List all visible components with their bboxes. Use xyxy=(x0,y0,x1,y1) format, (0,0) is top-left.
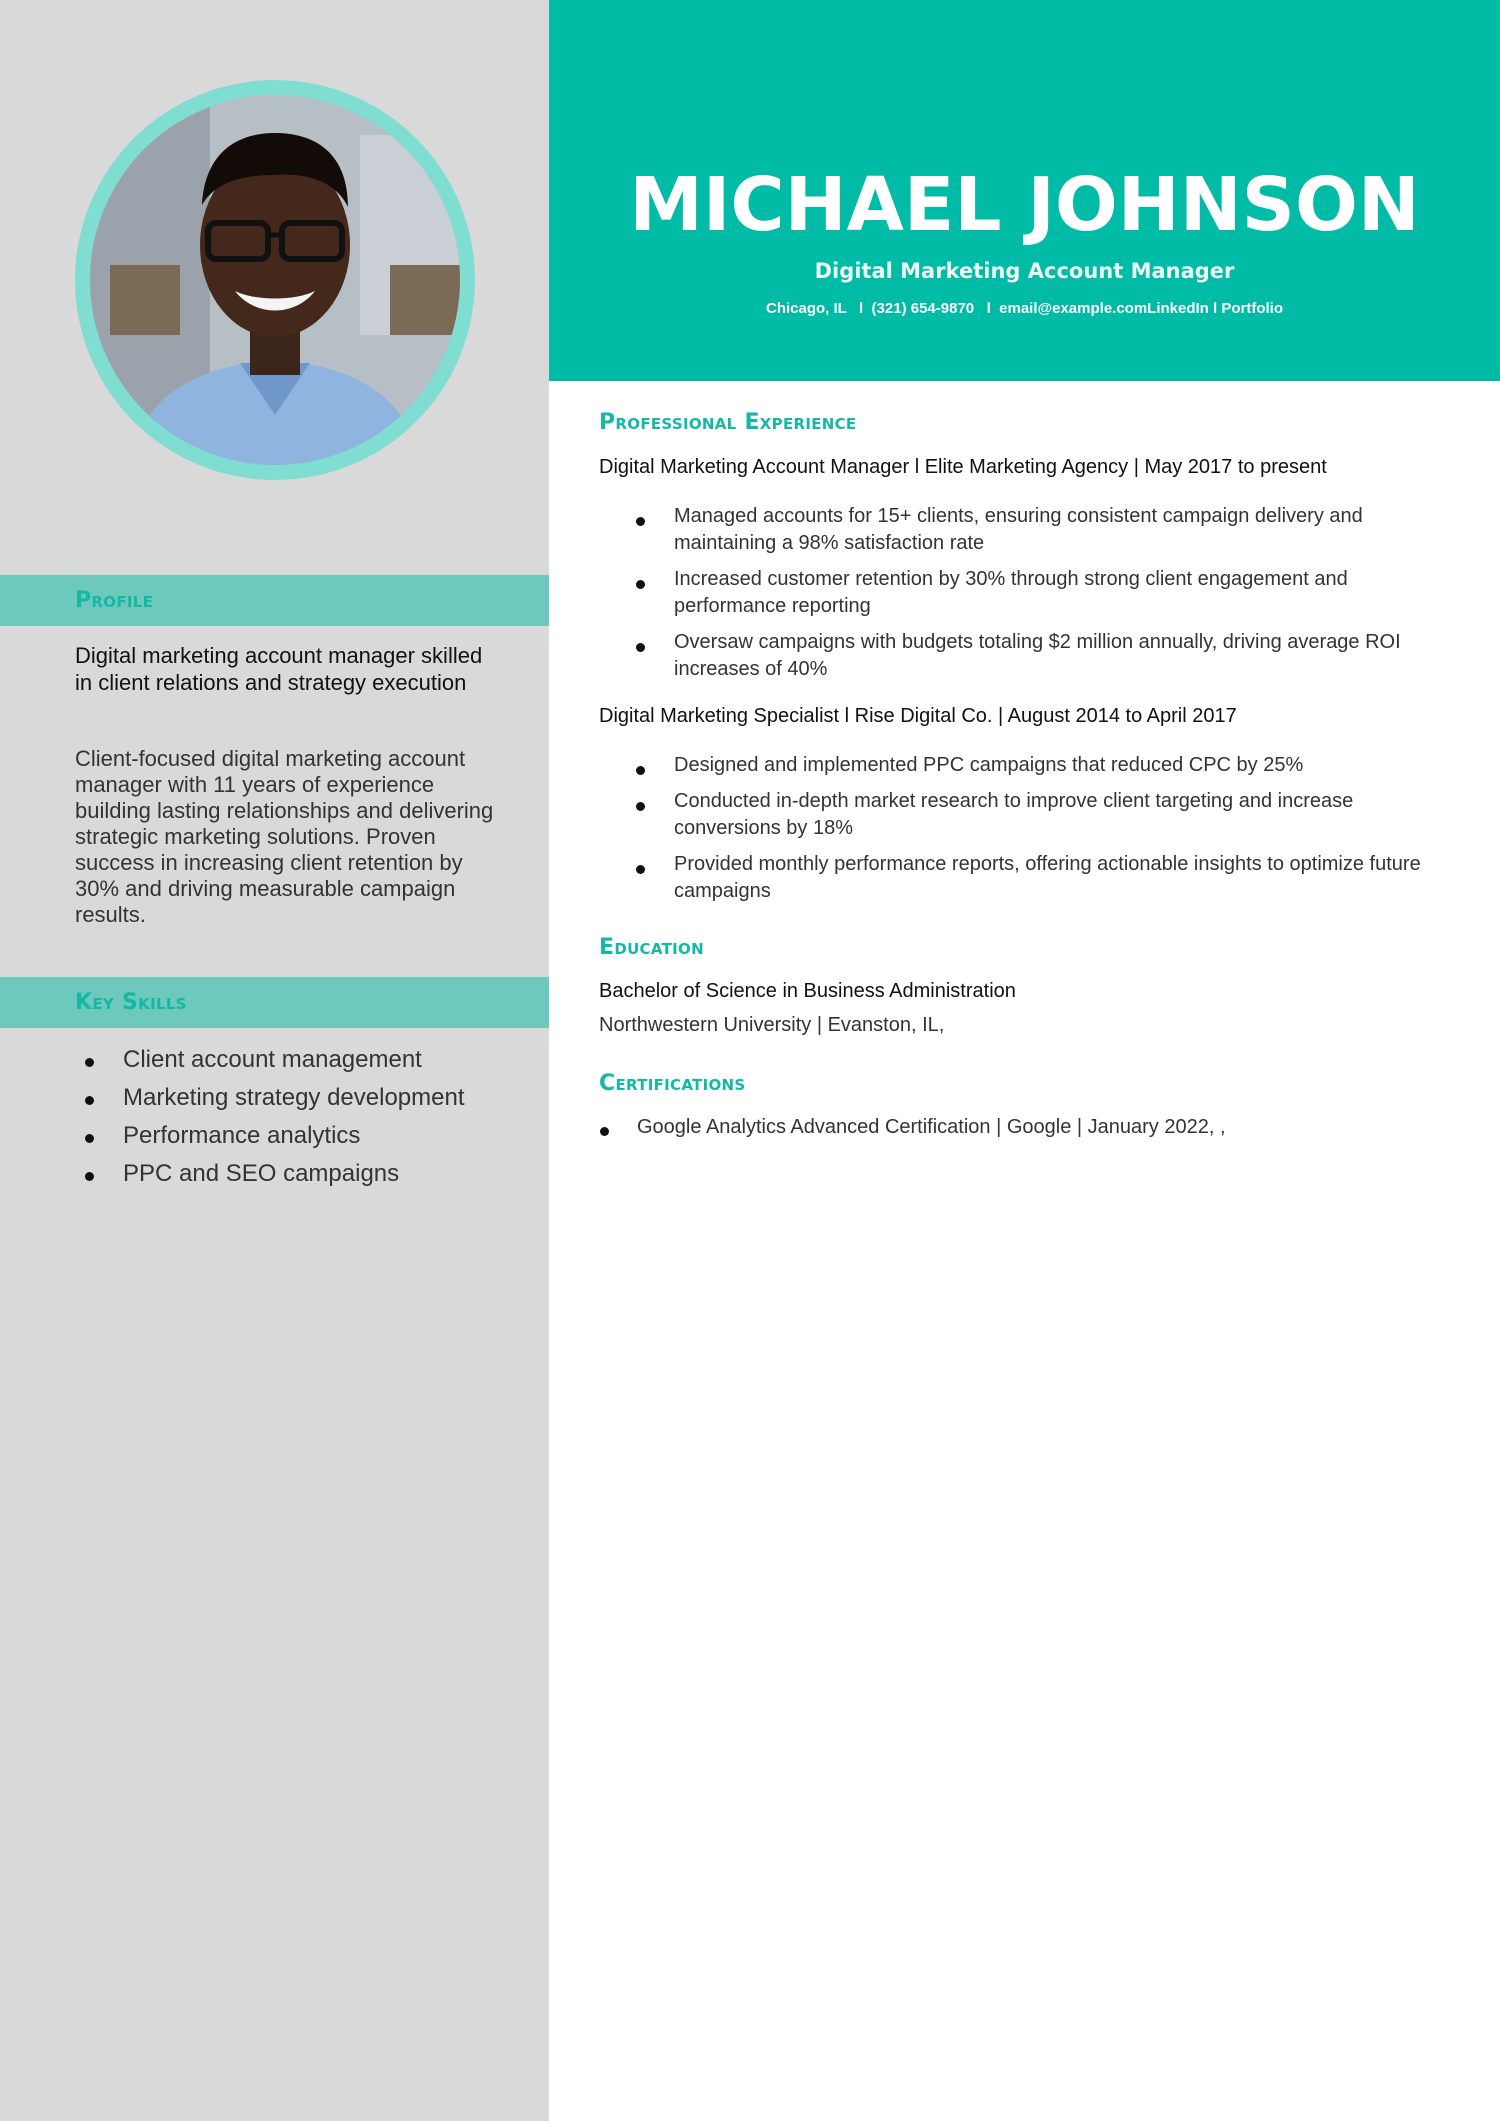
job-heading: Digital Marketing Account Manager l Elite Marketing Agency | May 2017 to present xyxy=(599,456,1327,478)
candidate-name: MICHAEL JOHNSON xyxy=(629,162,1420,248)
skill-item: Performance analytics xyxy=(75,1117,465,1155)
job-bullet: Managed accounts for 15+ clients, ensuring consistent campaign delivery and maintaining a 98% satisfaction rate xyxy=(599,503,1429,557)
certification-item: Google Analytics Advanced Certification | Google | January 2022, , xyxy=(599,1116,1226,1139)
education-degree: Bachelor of Science in Business Administration xyxy=(599,980,1016,1002)
avatar xyxy=(90,95,460,465)
education-school: Northwestern University | Evanston, IL, xyxy=(599,1014,945,1036)
education-heading: Education xyxy=(599,935,704,960)
candidate-title: Digital Marketing Account Manager xyxy=(814,259,1235,283)
job-bullets xyxy=(599,503,1429,692)
experience-heading: Professional Experience xyxy=(599,410,857,435)
profile-summary: Client-focused digital marketing account manager with 11 years of experience building lasting relationships and delivering strategic marketing solutions. Proven success in increasing client retention by 30% and driving measurable campaign results. xyxy=(75,746,494,927)
job-heading: Digital Marketing Specialist l Rise Digital Co. | August 2014 to April 2017 xyxy=(599,705,1237,727)
job-bullets xyxy=(599,752,1429,914)
job-bullet: Designed and implemented PPC campaigns that reduced CPC by 25% xyxy=(599,752,1429,779)
header-banner xyxy=(549,0,1500,381)
certifications-heading: Certifications xyxy=(599,1071,746,1096)
profile-heading: Profile xyxy=(75,588,154,613)
skills-list xyxy=(75,1041,465,1193)
job-bullet: Conducted in-depth market research to improve client targeting and increase conversions by 18% xyxy=(599,788,1429,842)
contact-line: Chicago, IL l (321) 654-9870 l email@example.comLinkedIn l Portfolio xyxy=(765,300,1283,317)
job-bullet: Provided monthly performance reports, offering actionable insights to optimize future campaigns xyxy=(599,851,1429,905)
job-bullet: Oversaw campaigns with budgets totaling $2 million annually, driving average ROI increases of 40% xyxy=(599,629,1429,683)
skills-heading: Key Skills xyxy=(75,990,187,1015)
avatar-ring xyxy=(75,80,475,480)
skill-item: PPC and SEO campaigns xyxy=(75,1155,465,1193)
sidebar xyxy=(0,0,549,2121)
skill-item: Client account management xyxy=(75,1041,465,1079)
profile-lead: Digital marketing account manager skilled in client relations and strategy execution xyxy=(75,643,483,695)
job-bullet: Increased customer retention by 30% through strong client engagement and performance reporting xyxy=(599,566,1429,620)
portrait-illustration xyxy=(90,95,460,465)
skill-item: Marketing strategy development xyxy=(75,1079,465,1117)
